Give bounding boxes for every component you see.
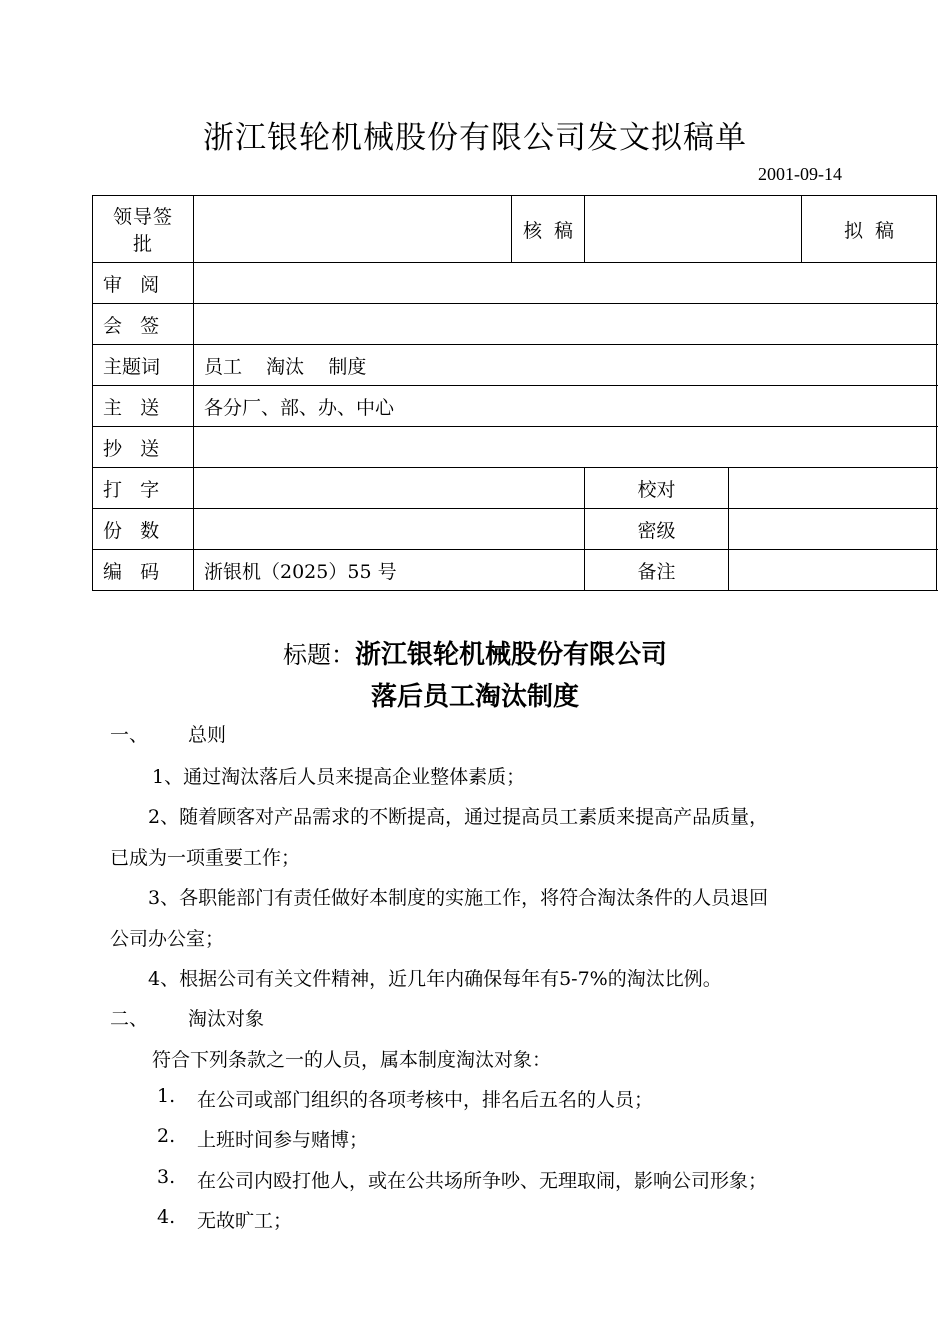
subject-prefix: 标题：	[282, 641, 355, 669]
main-send-value[interactable]: 各分厂、部、办、中心	[194, 386, 937, 427]
typing-label: 打 字	[93, 468, 194, 509]
section-1-number: 一、	[110, 724, 149, 746]
copies-label: 份 数	[93, 509, 194, 550]
s2-item-text: 无故旷工；	[197, 1210, 293, 1232]
s1-item-1: 1、通过淘汰落后人员来提高企业整体素质；	[152, 766, 526, 788]
leader-approval-field[interactable]	[194, 196, 512, 263]
secrecy-field[interactable]	[729, 509, 937, 550]
page-title: 浙江银轮机械股份有限公司发文拟稿单	[203, 120, 747, 156]
code-label: 编 码	[93, 550, 194, 591]
s2-item-number: 3.	[157, 1166, 176, 1188]
code-value[interactable]: 浙银机（2025）55 号	[194, 550, 585, 591]
review-field[interactable]	[194, 263, 937, 304]
proof-field[interactable]	[729, 468, 937, 509]
draft-form-table	[92, 195, 937, 591]
review-draft-field[interactable]	[585, 196, 802, 263]
leader-approval-label: 领导签 批	[93, 196, 194, 263]
s2-item-number: 1.	[157, 1085, 176, 1107]
draft-label: 拟 稿	[802, 196, 937, 263]
s2-item-text: 在公司或部门组织的各项考核中，排名后五名的人员；	[197, 1089, 654, 1111]
cc-label: 抄 送	[93, 427, 194, 468]
document-date: 2001-09-14	[758, 164, 842, 184]
proof-label: 校对	[585, 468, 729, 509]
copies-field[interactable]	[194, 509, 585, 550]
keywords-value[interactable]: 员工 淘汰 制度	[194, 345, 937, 386]
s2-intro: 符合下列条款之一的人员，属本制度淘汰对象：	[152, 1049, 552, 1071]
cc-field[interactable]	[194, 427, 937, 468]
s1-item-2a: 2、随着顾客对产品需求的不断提高，通过提高员工素质来提高产品质量，	[148, 806, 769, 828]
s1-item-3a: 3、各职能部门有责任做好本制度的实施工作，将符合淘汰条件的人员退回	[148, 887, 769, 909]
typing-field[interactable]	[194, 468, 585, 509]
s1-item-2b: 已成为一项重要工作；	[110, 847, 301, 869]
document-subject	[0, 634, 950, 671]
countersign-label: 会 签	[93, 304, 194, 345]
s2-item-number: 2.	[157, 1125, 176, 1147]
s1-item-4: 4、根据公司有关文件精神，近几年内确保每年有5-7%的淘汰比例。	[148, 968, 722, 990]
secrecy-label: 密级	[585, 509, 729, 550]
section-2-number: 二、	[110, 1008, 149, 1030]
s1-item-3b: 公司办公室；	[110, 928, 225, 950]
section-2-title: 淘汰对象	[188, 1008, 265, 1030]
section-1-title: 总则	[188, 724, 227, 746]
review-label: 审 阅	[93, 263, 194, 304]
s2-item-number: 4.	[157, 1206, 176, 1228]
remarks-field[interactable]	[729, 550, 937, 591]
countersign-field[interactable]	[194, 304, 937, 345]
review-draft-label: 核 稿	[512, 196, 585, 263]
main-send-label: 主 送	[93, 386, 194, 427]
s2-item-text: 上班时间参与赌博；	[197, 1129, 369, 1151]
keywords-label: 主题词	[93, 345, 194, 386]
s2-item-text: 在公司内殴打他人，或在公共场所争吵、无理取闹，影响公司形象；	[197, 1170, 768, 1192]
subject-line-1: 浙江银轮机械股份有限公司	[354, 640, 667, 670]
remarks-label: 备注	[585, 550, 729, 591]
subject-line-2: 落后员工淘汰制度	[370, 682, 579, 712]
